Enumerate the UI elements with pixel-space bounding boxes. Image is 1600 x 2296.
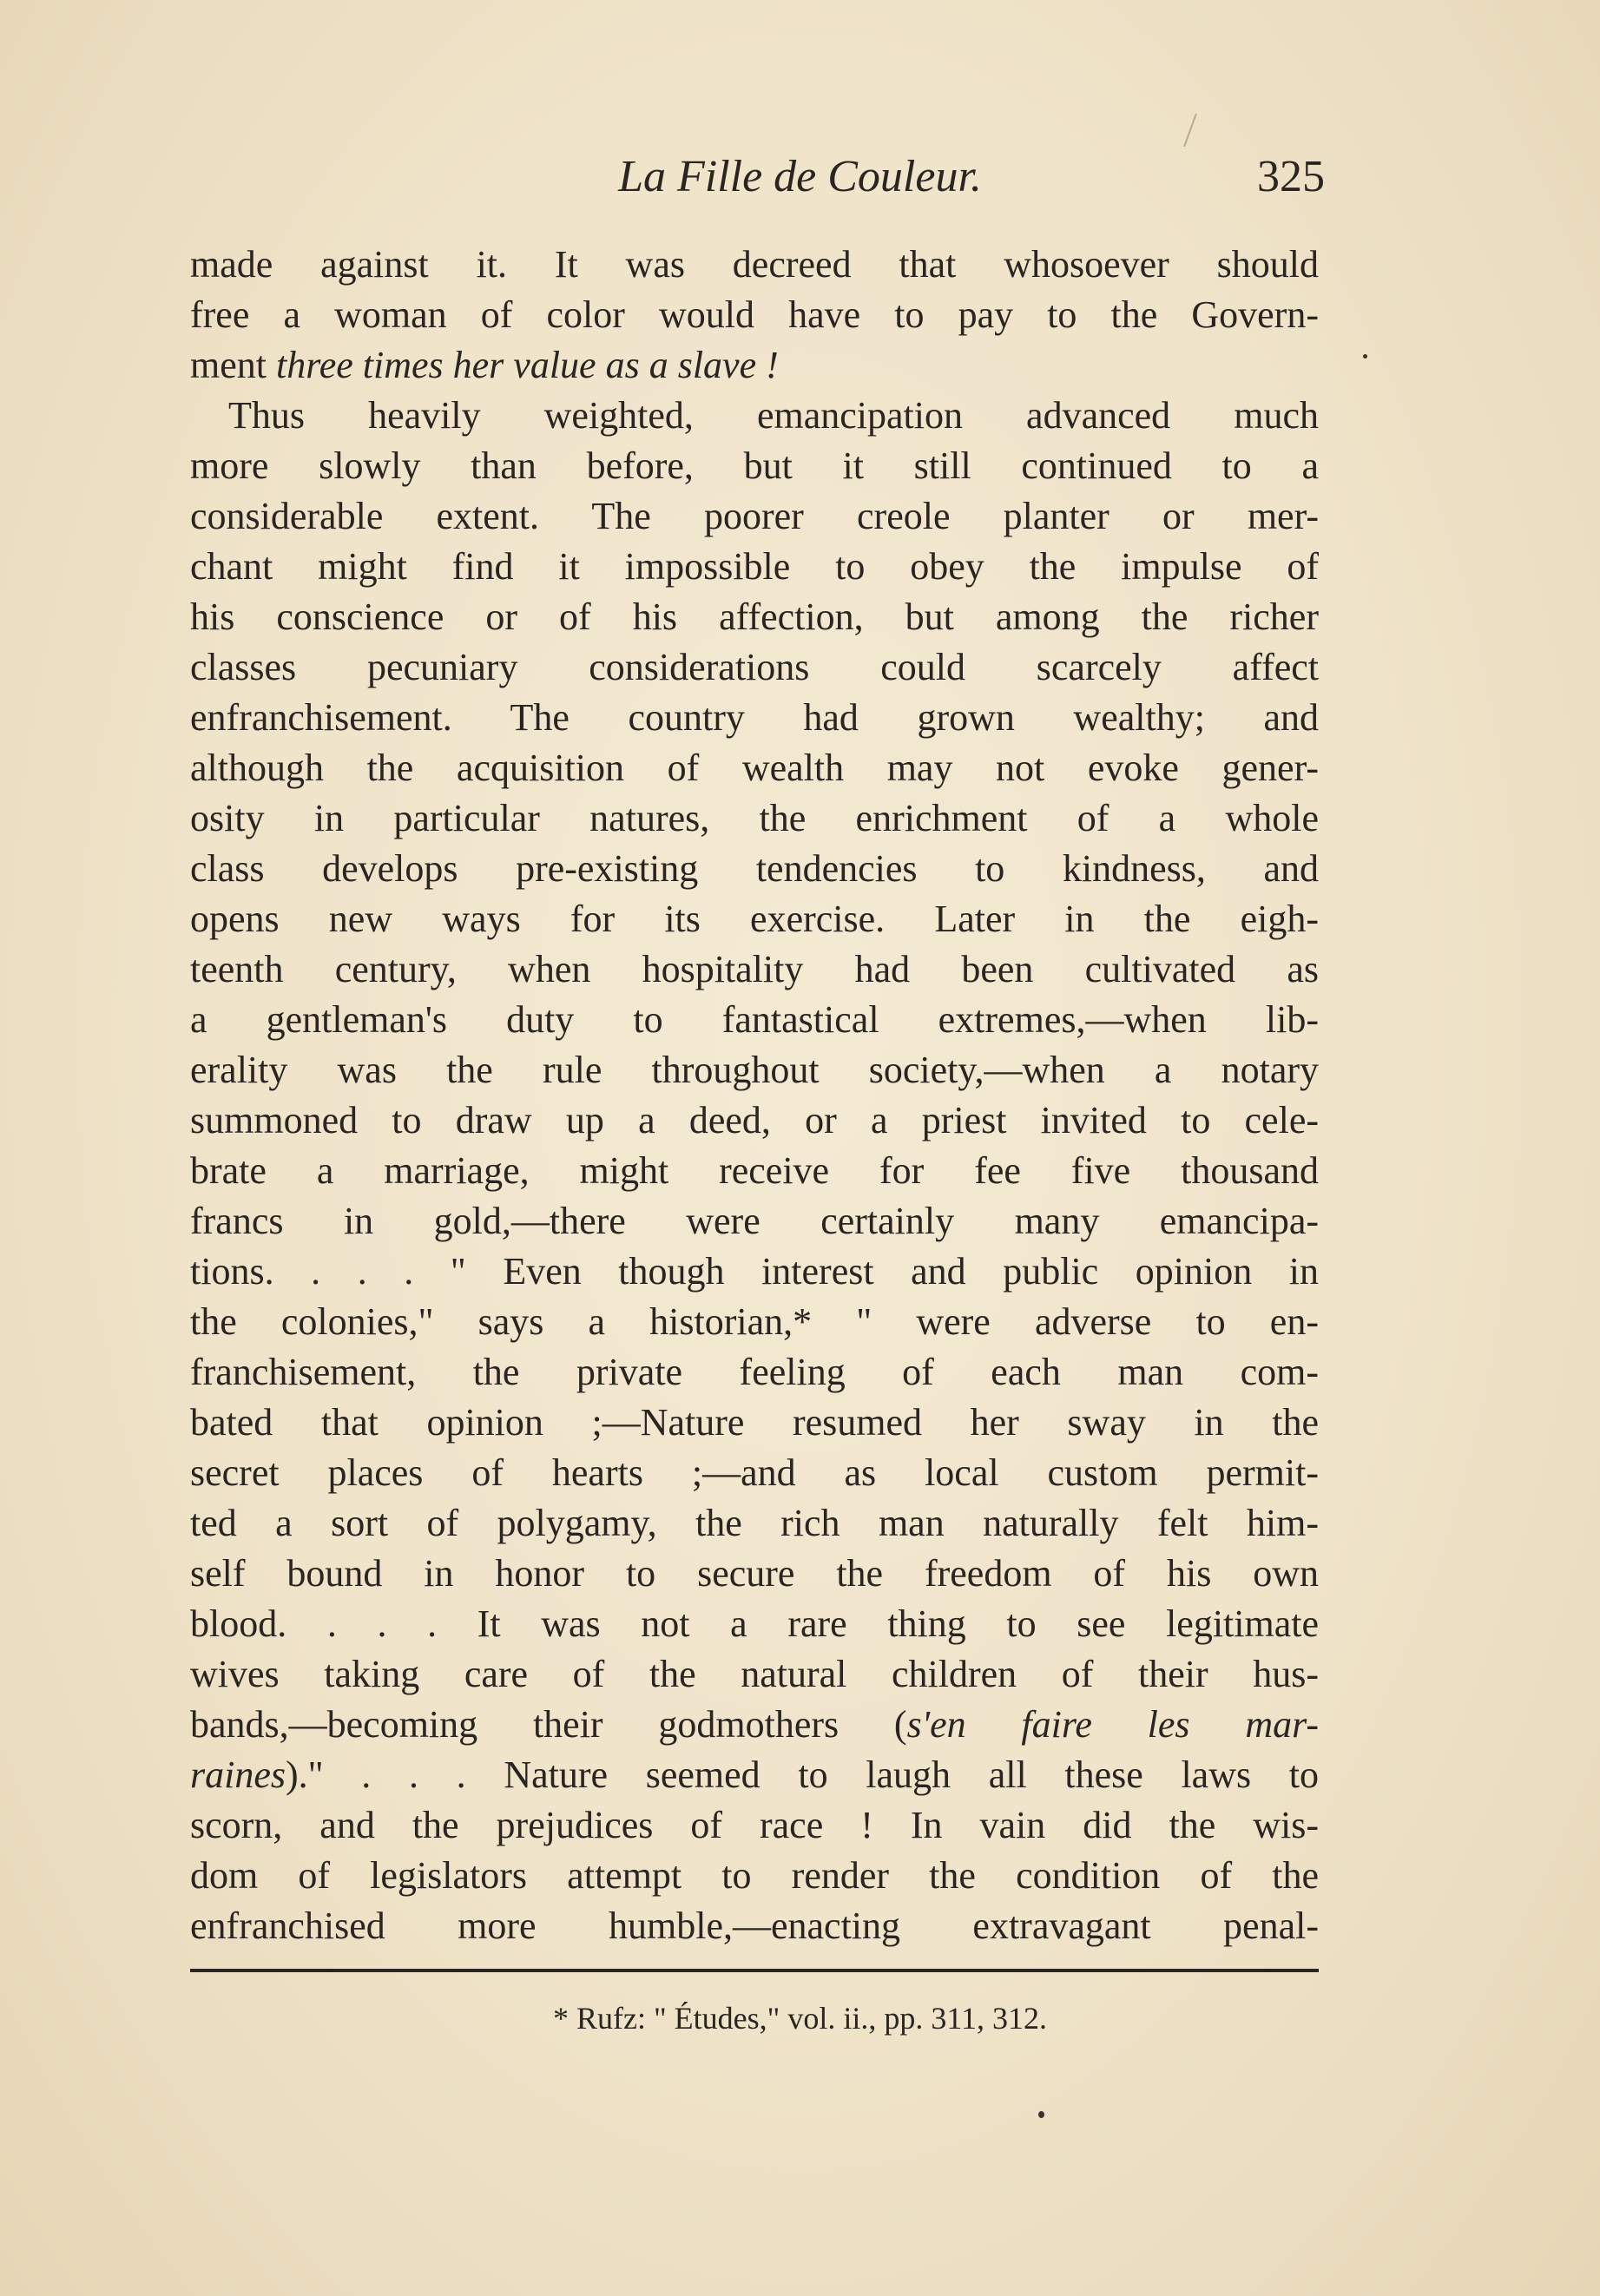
text-run: ment — [190, 344, 276, 386]
text-line: brate a marriage, might receive for fee five thousand — [190, 1149, 1319, 1192]
text-line: ted a sort of polygamy, the rich man naturally felt him- — [190, 1502, 1319, 1544]
italic-phrase: three times her value as a slave ! — [275, 344, 779, 386]
text-line: chant might find it impossible to obey the impulse of — [190, 545, 1319, 588]
text-line: summoned to draw up a deed, or a priest invited to cele- — [190, 1099, 1319, 1141]
text-line: classes pecuniary considerations could scarcely affect — [190, 646, 1319, 688]
text-line: scorn, and the prejudices of race ! In vain did the wis- — [190, 1804, 1319, 1846]
text-line: dom of legislators attempt to render the condition of the — [190, 1854, 1319, 1897]
footnote-rule — [190, 1969, 1319, 1972]
text-line: self bound in honor to secure the freedom of his own — [190, 1552, 1319, 1595]
italic-phrase: s'en faire les mar- — [906, 1703, 1319, 1746]
text-line: free a woman of color would have to pay to the Govern- — [190, 293, 1319, 336]
text-line: although the acquisition of wealth may not evoke gener- — [190, 747, 1319, 789]
footnote: * Rufz: " Études," vol. ii., pp. 311, 312. — [552, 2001, 1048, 2036]
ink-speck — [1363, 354, 1367, 359]
text-line: blood. . . . It was not a rare thing to see legitimate — [190, 1602, 1319, 1645]
text-line — [190, 340, 1319, 391]
text-line: bated that opinion ;—Nature resumed her sway in the — [190, 1401, 1319, 1444]
text-line: made against it. It was decreed that whosoever should — [190, 243, 1319, 286]
text-line — [190, 1750, 1319, 1800]
pencil-mark — [1183, 114, 1197, 147]
text-run: bands,—becoming their godmothers ( — [190, 1703, 907, 1746]
text-line: teenth century, when hospitality had been cultivated as — [190, 948, 1319, 990]
text-line: wives taking care of the natural children of their hus- — [190, 1653, 1319, 1695]
body-text — [190, 240, 1319, 1951]
text-line: the colonies," says a historian,* " were adverse to en- — [190, 1300, 1319, 1343]
text-line: tions. . . . " Even though interest and public opinion in — [190, 1250, 1319, 1293]
text-line: Thus heavily weighted, emancipation advanced much — [228, 394, 1319, 437]
ink-speck — [1038, 2111, 1044, 2118]
text-line: a gentleman's duty to fantastical extremes,—when lib- — [190, 998, 1319, 1041]
text-line: enfranchised more humble,—enacting extravagant penal- — [190, 1905, 1319, 1947]
text-run: )." . . . Nature seemed to laugh all these laws to — [286, 1753, 1319, 1796]
text-line — [190, 1700, 1319, 1750]
text-line: considerable extent. The poorer creole planter or mer- — [190, 495, 1319, 537]
text-line: enfranchisement. The country had grown wealthy; and — [190, 696, 1319, 739]
running-head-title: La Fille de Couleur. — [618, 152, 982, 201]
text-line: francs in gold,—there were certainly many emancipa- — [190, 1200, 1319, 1242]
text-line: more slowly than before, but it still continued to a — [190, 444, 1319, 487]
text-line: osity in particular natures, the enrichment of a whole — [190, 797, 1319, 839]
text-line: class develops pre-existing tendencies to kindness, and — [190, 847, 1319, 890]
italic-phrase: raines — [190, 1753, 286, 1796]
text-line: erality was the rule throughout society,—when a notary — [190, 1049, 1319, 1091]
text-line: his conscience or of his affection, but among the richer — [190, 595, 1319, 638]
page-number: 325 — [1257, 152, 1325, 201]
text-line: secret places of hearts ;—and as local custom permit- — [190, 1451, 1319, 1494]
text-line: opens new ways for its exercise. Later in the eigh- — [190, 898, 1319, 940]
text-line: franchisement, the private feeling of each man com- — [190, 1351, 1319, 1393]
